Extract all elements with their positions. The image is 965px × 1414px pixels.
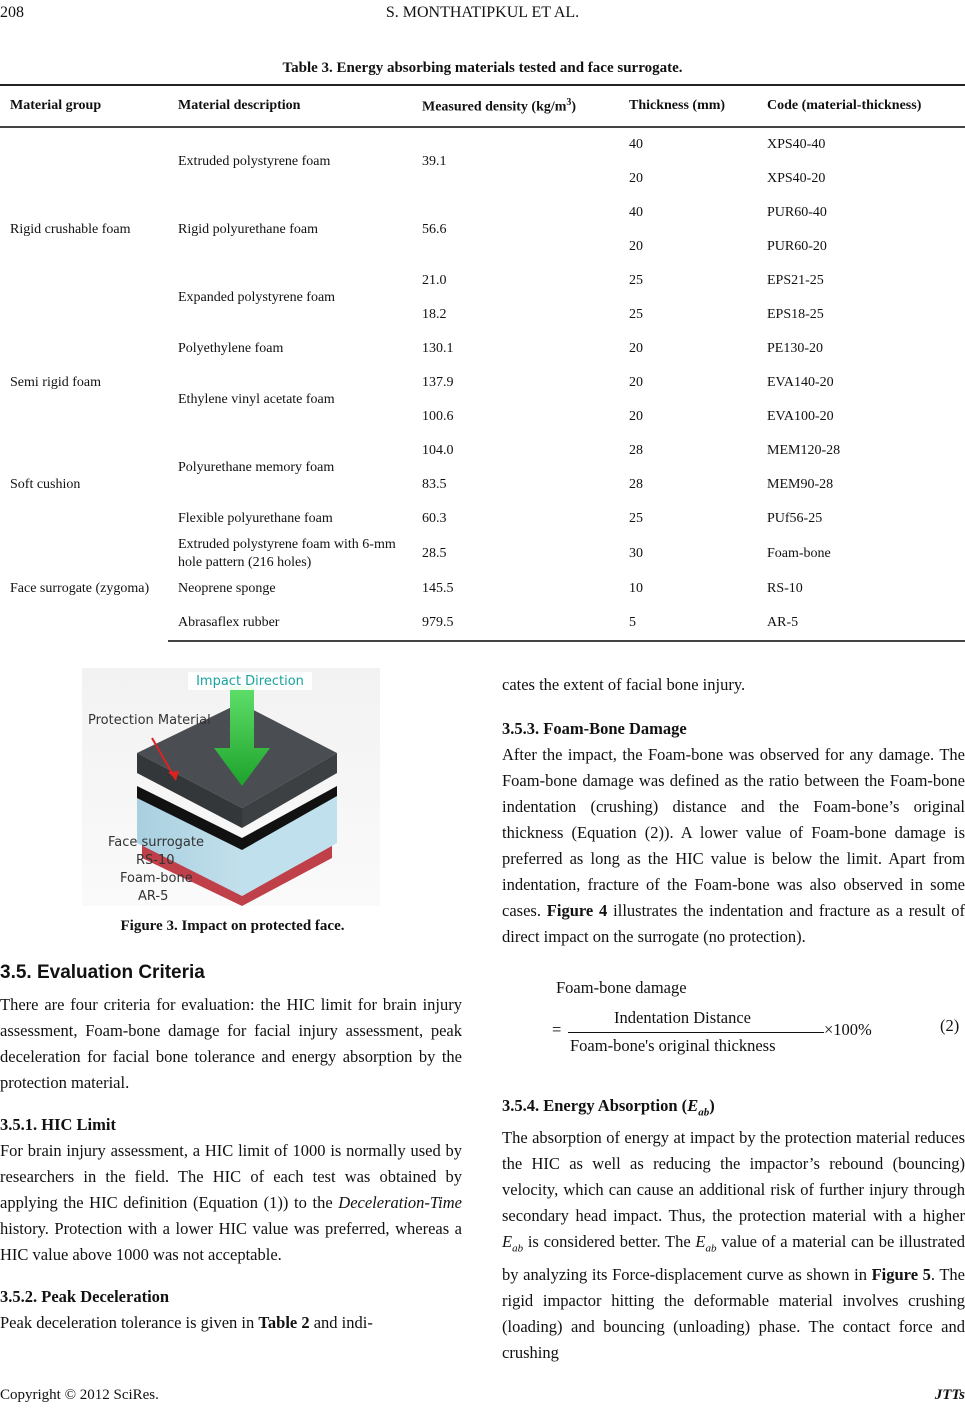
code-cell: PE130-20 [767, 341, 823, 356]
figure-caption: Figure 3. Impact on protected face. [120, 918, 345, 934]
figure-3-image [82, 668, 380, 906]
col-header-code: Code (material-thickness) [757, 85, 965, 127]
density-cell: 979.5 [412, 606, 619, 641]
code-cell: RS-10 [767, 581, 803, 596]
section-heading-3-5: 3.5. Evaluation Criteria [0, 962, 205, 983]
equation-number: (2) [940, 1016, 960, 1035]
group-cell: Soft cushion [10, 477, 81, 492]
description-cell: Extruded polystyrene foam with 6-mm hole pattern (216 holes) [178, 537, 396, 570]
table-header-row [0, 85, 965, 127]
code-cell: EPS18-25 [767, 307, 824, 322]
label-rs10: RS-10 [136, 853, 175, 868]
thickness-cell: 20 [629, 341, 643, 356]
density-cell: 60.3 [422, 511, 447, 526]
description-cell: Abrasaflex rubber [168, 606, 412, 641]
thickness-cell: 20 [629, 171, 643, 186]
col-header-description: Material description [168, 85, 412, 127]
density-cell: 137.9 [422, 375, 454, 390]
paragraph-3-5-4: The absorption of energy at impact by the protection material reduces the HIC as well as reducing the impactor’s rebound (bouncing) velocity, which can cause an additional risk of further injury through secondary head impact. Thus, the protection material with a higher $E_{ab}$ is considered better. The $E_{ab}$ value of a material can be illustrated by analyzing its Force-displacement curve as shown in Figure 5. The rigid impactor hitting the deformable material involves crushing (loading) and bouncing (unloading) phase. The contact force and crushing [502, 1128, 965, 1362]
paragraph-3-5-3: After the impact, the Foam-bone was observed for any damage. The Foam-bone damage was defined as the ratio between the Foam-bone indentation (crushing) distance and the Foam-bone’s original thickness (Equation (2)). A lower value of Foam-bone damage is preferred as long as the HIC value is below the limit. Apart from indentation, fracture of the Foam-bone was also observed in some cases. Figure 4 illustrates the indentation and fracture as a result of direct impact on the surrogate (no protection). [502, 745, 965, 946]
density-cell: 39.1 [422, 154, 447, 169]
description-cell: Flexible polyurethane foam [178, 511, 333, 526]
paragraph-3-5-2: Peak deceleration tolerance is given in Table 2 and indi- [0, 1313, 373, 1332]
description-cell: Rigid polyurethane foam [178, 222, 318, 237]
thickness-cell: 28 [629, 443, 643, 458]
density-cell: 18.2 [422, 307, 447, 322]
col-header-group: Material group [0, 85, 168, 127]
running-head: S. MONTHATIPKUL ET AL. [385, 4, 580, 21]
density-cell: 130.1 [422, 341, 454, 356]
subsection-heading-3-5-3: 3.5.3. Foam-Bone Damage [502, 719, 687, 738]
label-foam-bone: Foam-bone [120, 871, 193, 886]
subsection-heading-3-5-4: 3.5.4. Energy Absorption $(E_{ab})$ [502, 1096, 715, 1119]
code-cell: Foam-bone [767, 546, 831, 561]
density-cell: 145.5 [422, 581, 454, 596]
density-cell: 28.5 [422, 546, 447, 561]
description-cell: Ethylene vinyl acetate foam [178, 392, 335, 407]
density-cell: 83.5 [422, 477, 447, 492]
code-cell: PUR60-20 [767, 239, 827, 254]
label-impact-direction: Impact Direction [196, 674, 304, 689]
thickness-cell: 40 [629, 137, 643, 152]
table-row [0, 434, 965, 468]
thickness-cell: 20 [629, 409, 643, 424]
equation-lhs: Foam-bone damage [556, 978, 687, 997]
code-cell: EVA100-20 [767, 409, 834, 424]
left-column [0, 960, 462, 1336]
thickness-cell: 20 [629, 239, 643, 254]
code-cell: MEM90-28 [767, 477, 834, 492]
table-row [0, 332, 965, 366]
description-cell: Polyethylene foam [178, 341, 284, 356]
code-cell: XPS40-40 [767, 137, 826, 152]
label-ar5: AR-5 [138, 889, 169, 904]
description-cell: Polyurethane memory foam [178, 460, 335, 475]
label-face-surrogate: Face surrogate [108, 835, 204, 850]
thickness-cell: 25 [629, 511, 643, 526]
code-cell: EVA140-20 [767, 375, 834, 390]
thickness-cell: 30 [629, 546, 643, 561]
label-protection-material: Protection Material [88, 713, 211, 728]
code-cell: EPS21-25 [767, 273, 824, 288]
group-cell: Rigid crushable foam [10, 222, 131, 237]
code-cell: AR-5 [757, 606, 965, 641]
density-cell: 100.6 [422, 409, 454, 424]
thickness-cell: 10 [629, 581, 643, 596]
paragraph-continued: cates the extent of facial bone injury. [502, 675, 746, 694]
paragraph-3-5-1: For brain injury assessment, a HIC limit of 1000 is normally used by researchers in the field. The HIC of each test was obtained by applying the HIC definition (Equation (1)) to the Deceleration-Time history. Protection with a lower HIC value was preferred, whereas a HIC value above 1000 was not acceptable. [0, 1141, 462, 1264]
density-cell: 56.6 [422, 222, 447, 237]
col-header-thickness: Thickness (mm) [619, 85, 757, 127]
group-cell: Face surrogate (zygoma) [10, 580, 150, 596]
table-row [0, 536, 965, 572]
description-cell: Expanded polystyrene foam [178, 290, 336, 305]
materials-table [0, 84, 965, 642]
subsection-heading-3-5-1: 3.5.1. HIC Limit [0, 1115, 116, 1134]
table-caption: Table 3. Energy absorbing materials tested and face surrogate. [282, 60, 683, 76]
thickness-cell: 25 [629, 273, 643, 288]
right-column-lower [502, 1093, 965, 1366]
code-cell: XPS40-20 [767, 171, 826, 186]
thickness-cell: 25 [629, 307, 643, 322]
right-column [502, 672, 965, 950]
thickness-cell: 5 [619, 606, 757, 641]
code-cell: PUf56-25 [767, 511, 823, 526]
footer-copyright: Copyright © 2012 SciRes. [0, 1387, 159, 1403]
page-number: 208 [0, 4, 24, 21]
code-cell: MEM120-28 [767, 443, 841, 458]
col-header-density: Measured density $(kg/m^3)$ [412, 85, 619, 127]
density-cell: 21.0 [422, 273, 447, 288]
code-cell: PUR60-40 [767, 205, 827, 220]
description-cell: Extruded polystyrene foam [178, 154, 331, 169]
subsection-heading-3-5-2: 3.5.2. Peak Deceleration [0, 1287, 170, 1306]
footer-journal: JTTs [934, 1387, 965, 1403]
thickness-cell: 28 [629, 477, 643, 492]
thickness-cell: 40 [629, 205, 643, 220]
table-row [0, 127, 965, 162]
paragraph-3-5: There are four criteria for evaluation: the HIC limit for brain injury assessment, Foam-bone damage for facial injury assessment, peak deceleration for facial bone tolerance and energy absorption by the protection material. [0, 995, 462, 1092]
thickness-cell: 20 [629, 375, 643, 390]
group-cell: Semi rigid foam [10, 375, 101, 390]
density-cell: 104.0 [422, 443, 454, 458]
description-cell: Neoprene sponge [178, 581, 276, 596]
